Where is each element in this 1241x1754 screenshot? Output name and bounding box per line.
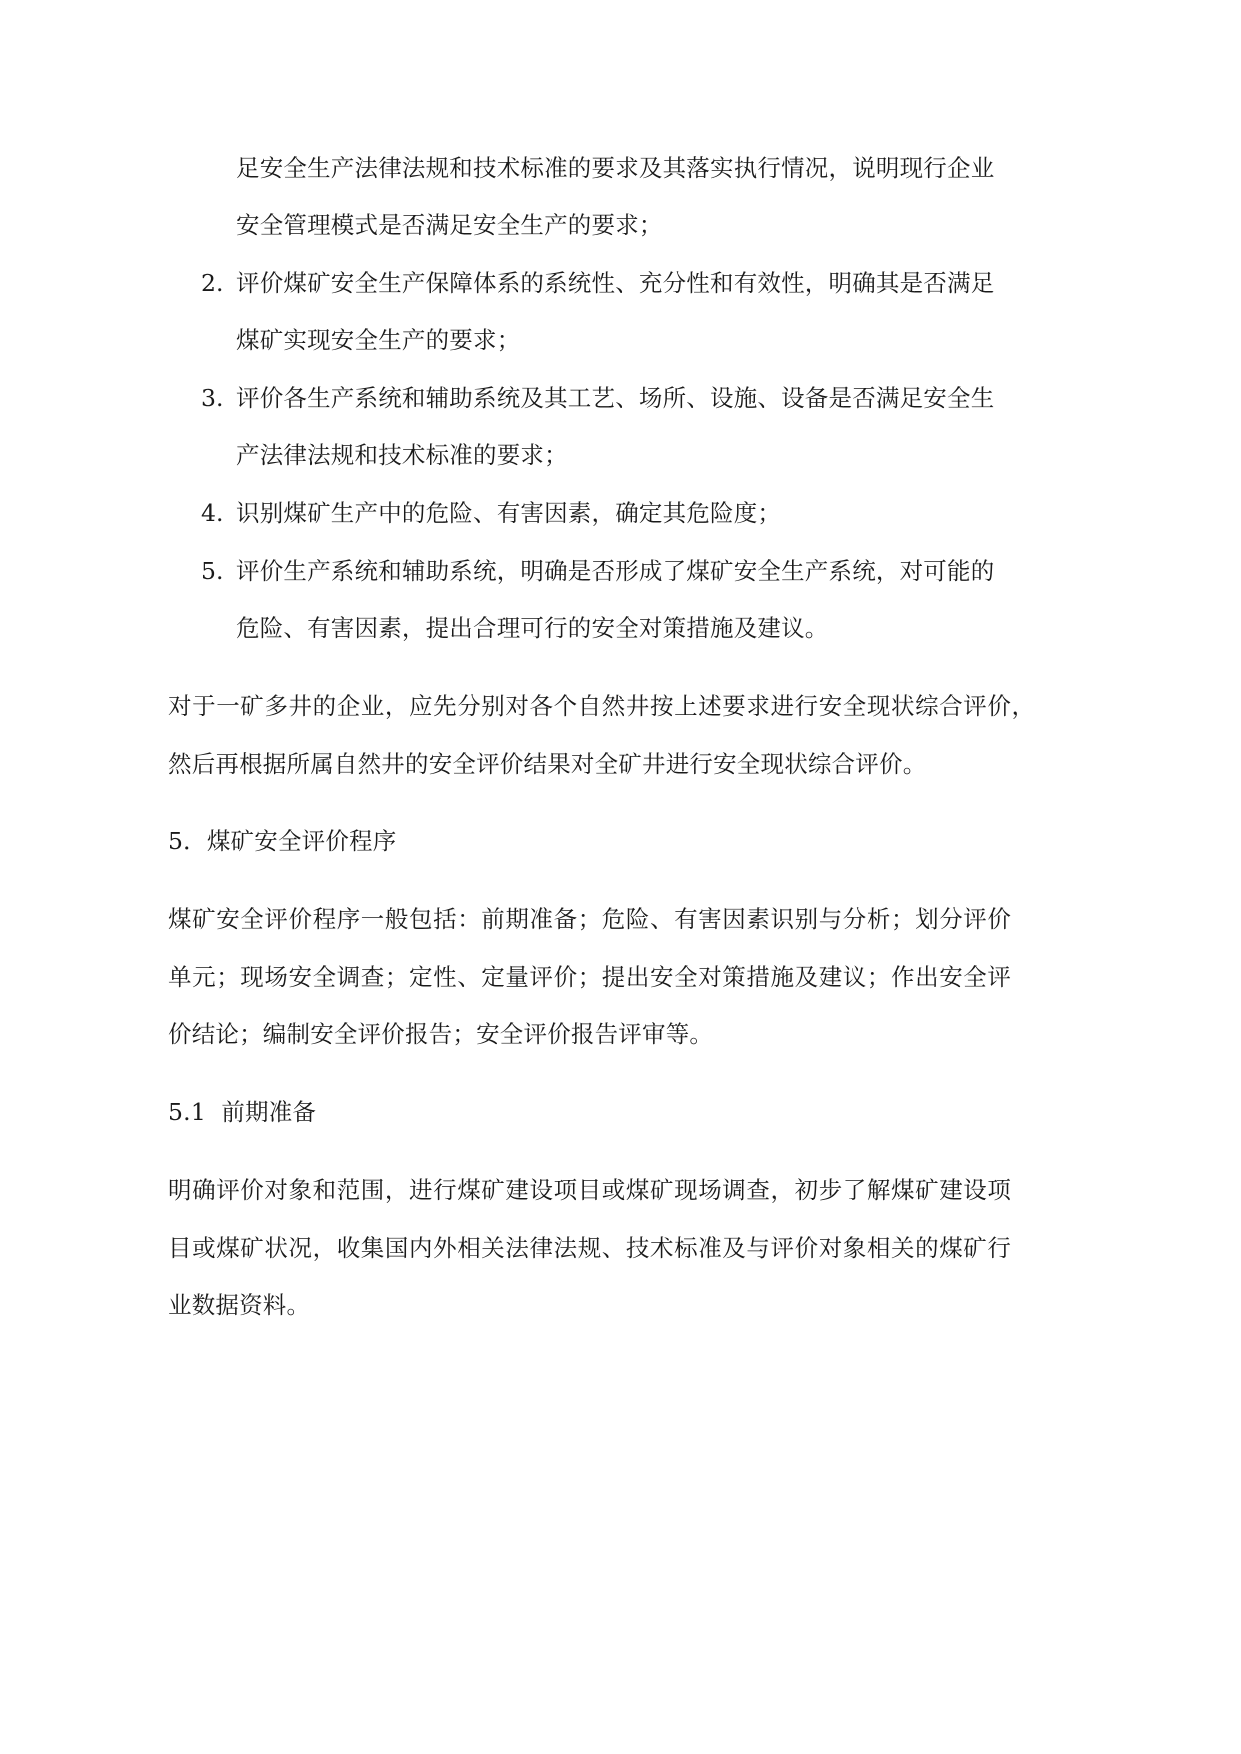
paragraph-line: 目或煤矿状况，收集国内外相关法律法规、技术标准及与评价对象相关的煤矿行 [168, 1234, 1012, 1262]
paragraph-line: 然后再根据所属自然井的安全评价结果对全矿井进行安全现状综合评价。 [168, 750, 927, 778]
list-item-number: 4. [201, 499, 224, 527]
paragraph-line: 价结论；编制安全评价报告；安全评价报告评审等。 [168, 1020, 714, 1048]
list-item-number: 5. [201, 557, 224, 585]
paragraph-line: 单元；现场安全调查；定性、定量评价；提出安全对策措施及建议；作出安全评 [168, 963, 1012, 991]
paragraph-line: 业数据资料。 [168, 1291, 311, 1319]
list-item-line: 评价生产系统和辅助系统，明确是否形成了煤矿安全生产系统，对可能的 [236, 557, 995, 585]
list-item-line: 煤矿实现安全生产的要求； [236, 326, 521, 354]
paragraph-line: 对于一矿多井的企业，应先分别对各个自然井按上述要求进行安全现状综合评价， [168, 692, 1036, 720]
list-item-line: 产法律法规和技术标准的要求； [236, 441, 568, 469]
list-item-number: 3. [201, 384, 224, 412]
list-item-line: 危险、有害因素，提出合理可行的安全对策措施及建议。 [236, 614, 829, 642]
list-item-line: 评价各生产系统和辅助系统及其工艺、场所、设施、设备是否满足安全生 [236, 384, 995, 412]
list-item-number: 2. [201, 269, 224, 297]
subsection-heading: 5.1 前期准备 [168, 1098, 317, 1126]
list-continuation-line-2: 安全管理模式是否满足安全生产的要求； [236, 211, 663, 239]
list-item-line: 识别煤矿生产中的危险、有害因素，确定其危险度； [236, 499, 782, 527]
section-heading: 5．煤矿安全评价程序 [168, 827, 397, 855]
list-continuation-line-1: 足安全生产法律法规和技术标准的要求及其落实执行情况，说明现行企业 [236, 154, 995, 182]
paragraph-line: 煤矿安全评价程序一般包括：前期准备；危险、有害因素识别与分析；划分评价 [168, 905, 1012, 933]
list-item-line: 评价煤矿安全生产保障体系的系统性、充分性和有效性，明确其是否满足 [236, 269, 995, 297]
paragraph-line: 明确评价对象和范围，进行煤矿建设项目或煤矿现场调查，初步了解煤矿建设项 [168, 1176, 1012, 1204]
